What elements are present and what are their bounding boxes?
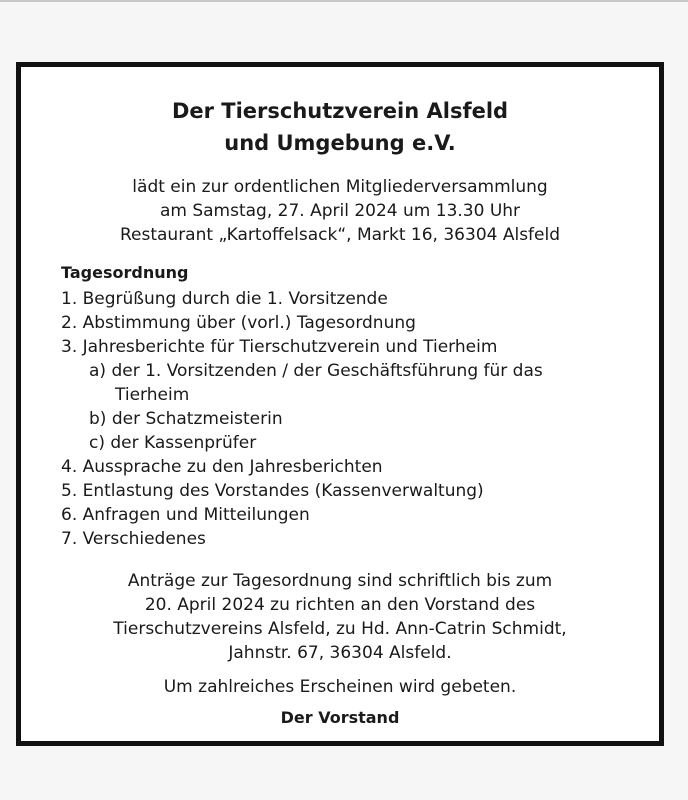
invitation-block bbox=[21, 175, 659, 247]
invitation-line-1: lädt ein zur ordentlichen Mitgliederversammlung bbox=[132, 177, 548, 197]
agenda-item: 4. Aussprache zu den Jahresberichten bbox=[61, 457, 383, 477]
motions-line-3: Tierschutzvereins Alsfeld, zu Hd. Ann-Catrin Schmidt, bbox=[113, 619, 567, 639]
agenda-item: 6. Anfragen und Mitteilungen bbox=[61, 505, 310, 525]
motions-line-4: Jahnstr. 67, 36304 Alsfeld. bbox=[228, 643, 452, 663]
agenda-item: 2. Abstimmung über (vorl.) Tagesordnung bbox=[61, 313, 416, 333]
invitation-venue-line: Restaurant „Kartoffelsack“, Markt 16, 36304 Alsfeld bbox=[119, 225, 561, 245]
invitation-date-line: am Samstag, 27. April 2024 um 13.30 Uhr bbox=[159, 201, 521, 221]
agenda-subitem: c) der Kassenprüfer bbox=[89, 433, 257, 453]
motions-notice bbox=[21, 569, 659, 665]
motions-line-2: 20. April 2024 zu richten an den Vorstand des bbox=[144, 595, 536, 615]
notice-frame bbox=[16, 62, 664, 746]
agenda-list bbox=[61, 287, 651, 551]
agenda-item: 3. Jahresberichte für Tierschutzverein und Tierheim bbox=[61, 337, 498, 357]
agenda-subitem: a) der 1. Vorsitzenden / der Geschäftsführung für das bbox=[89, 361, 543, 381]
notice-title bbox=[21, 95, 659, 159]
agenda-item: 5. Entlastung des Vorstandes (Kassenverwaltung) bbox=[61, 481, 484, 501]
agenda-item: 1. Begrüßung durch die 1. Vorsitzende bbox=[61, 289, 388, 309]
signature: Der Vorstand bbox=[280, 708, 400, 727]
title-line-2: und Umgebung e.V. bbox=[224, 131, 456, 155]
closing-request: Um zahlreiches Erscheinen wird gebeten. bbox=[163, 677, 517, 697]
agenda-item: 7. Verschiedenes bbox=[61, 529, 206, 549]
top-divider-line bbox=[0, 0, 688, 2]
agenda-subitem-continuation: Tierheim bbox=[115, 385, 190, 405]
motions-line-1: Anträge zur Tagesordnung sind schriftlich bis zum bbox=[127, 571, 553, 591]
agenda-heading: Tagesordnung bbox=[61, 263, 189, 282]
agenda-subitem: b) der Schatzmeisterin bbox=[89, 409, 283, 429]
title-line-1: Der Tierschutzverein Alsfeld bbox=[171, 99, 509, 123]
